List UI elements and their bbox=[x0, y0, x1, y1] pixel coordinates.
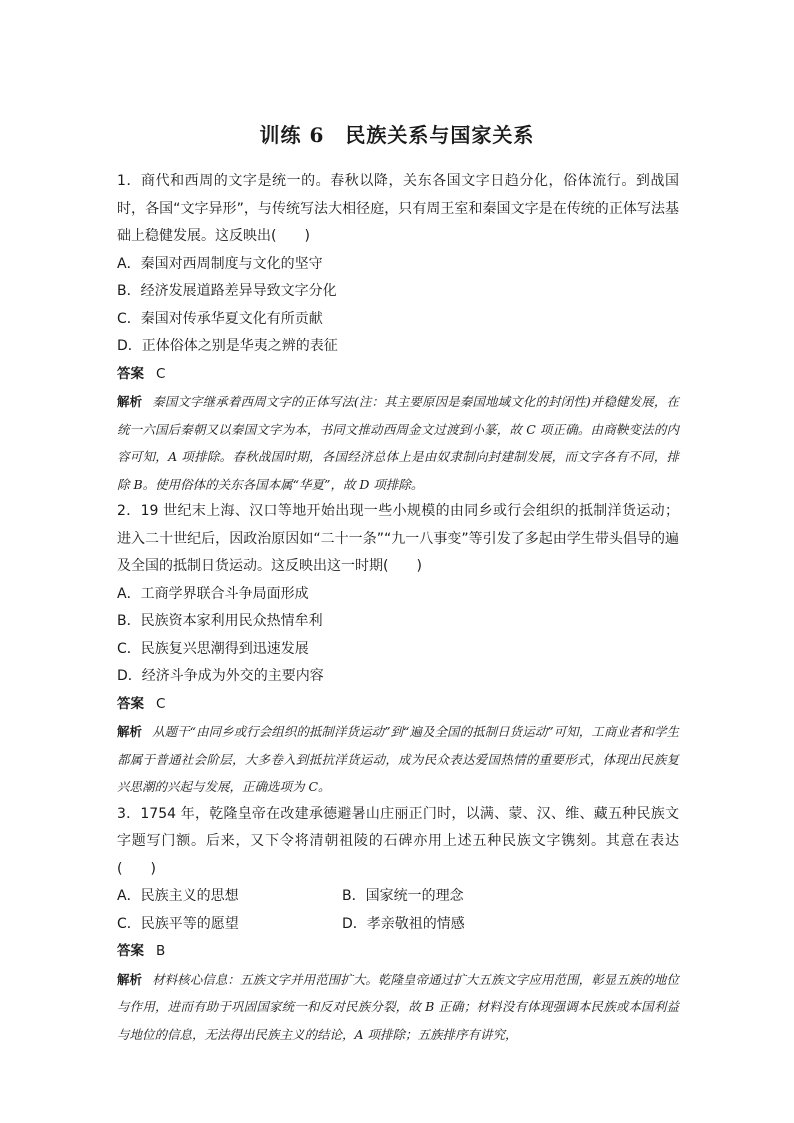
option-a: A．工商学界联合斗争局面形成 bbox=[117, 585, 309, 602]
explanation-label: 解析 bbox=[117, 394, 143, 409]
answer-line bbox=[117, 691, 679, 719]
option-d: D．正体俗体之别是华夷之辨的表征 bbox=[117, 338, 338, 354]
answer-value: B bbox=[156, 943, 166, 959]
option-b: B．国家统一的理念 bbox=[342, 888, 464, 904]
explanation-label: 解析 bbox=[117, 971, 143, 987]
question-1 bbox=[117, 168, 679, 498]
question-list bbox=[117, 168, 679, 1048]
answer-label: 答案 bbox=[117, 943, 144, 959]
explanation-text: 从题干“由同乡或行会组织的抵制洋货运动”到“遍及全国的抵制日货运动”可知，工商业者和学生都属于普通社会阶层，大多卷入到抵抗洋货运动，成为民众表达爱国热情的重要形式，体现出民族复兴思潮的兴起与发展，正确选项为 C。 bbox=[117, 724, 679, 794]
option-c: C．民族平等的愿望 bbox=[117, 915, 239, 932]
explanation-text: 秦国文字继承着西周文字的正体写法(注：其主要原因是秦国地域文化的封闭性)并稳健发展，在统一六国后秦朝又以秦国文字为本，书同文推动西周金文过渡到小篆，故 C 项正确。由商鞅变法的内容可知，A 项排除。春秋战国时期，各国经济总体上是由奴隶制向封建制发展，而文字各有不同，排除 B。使用俗体的关东各国本属“华夏”，故 D 项排除。 bbox=[117, 394, 679, 492]
explanation-text: 材料核心信息：五族文字并用范围扩大。乾隆皇帝通过扩大五族文字应用范围，彰显五族的地位与作用，进而有助于巩固国家统一和反对民族分裂，故 B 正确；材料没有体现强调本民族或本国利益与地位的信息，无法得出民族主义的结论，A 项排除；五族排序有讲究， bbox=[117, 971, 679, 1042]
option-c: C．秦国对传承华夏文化有所贡献 bbox=[117, 310, 323, 327]
option-row bbox=[117, 883, 679, 911]
answer-value: C bbox=[156, 695, 166, 712]
answer-label: 答案 bbox=[117, 365, 144, 382]
question-3 bbox=[117, 801, 679, 1049]
option-b: B．民族资本家利用民众热情牟利 bbox=[117, 613, 323, 629]
explanation bbox=[117, 966, 679, 1049]
option-d: D．经济斗争成为外交的主要内容 bbox=[117, 668, 324, 684]
question-stem: 2．19 世纪末上海、汉口等地开始出现一些小规模的由同乡或行会组织的抵制洋货运动；进入二十世纪后，因政治原因如“二十一条”“九一八事变”等引发了多起由学生带头倡导的遍及全国的抵制日货运动。这反映出这一时期( ) bbox=[117, 503, 679, 574]
page-title: 训练 6 民族关系与国家关系 bbox=[259, 123, 535, 147]
option-a: A．民族主义的思想 bbox=[117, 888, 239, 904]
answer-line bbox=[117, 938, 679, 966]
question-2 bbox=[117, 498, 679, 801]
question-stem: 1．商代和西周的文字是统一的。春秋以降，关东各国文字日趋分化，俗体流行。到战国时，各国“文字异形”，与传统写法大相径庭，只有周王室和秦国文字是在传统的正体写法基础上稳健发展。这反映出( ) bbox=[117, 173, 679, 244]
question-stem: 3．1754 年，乾隆皇帝在改建承德避暑山庄丽正门时，以满、蒙、汉、维、藏五种民族文字题写门额。后来，又下令将清朝祖陵的石碑亦用上述五种民族文字镌刻。其意在表达( ) bbox=[117, 805, 679, 877]
explanation-label: 解析 bbox=[117, 724, 143, 739]
answer-line bbox=[117, 361, 679, 389]
answer-label: 答案 bbox=[117, 695, 144, 712]
explanation bbox=[117, 718, 679, 801]
option-b: B．经济发展道路差异导致文字分化 bbox=[117, 283, 337, 299]
option-a: A．秦国对西周制度与文化的坚守 bbox=[117, 255, 323, 272]
option-c: C．民族复兴思潮得到迅速发展 bbox=[117, 640, 309, 657]
option-d: D．孝亲敬祖的情感 bbox=[342, 915, 465, 932]
option-row bbox=[117, 911, 679, 939]
answer-value: C bbox=[156, 365, 166, 382]
explanation bbox=[117, 388, 679, 498]
